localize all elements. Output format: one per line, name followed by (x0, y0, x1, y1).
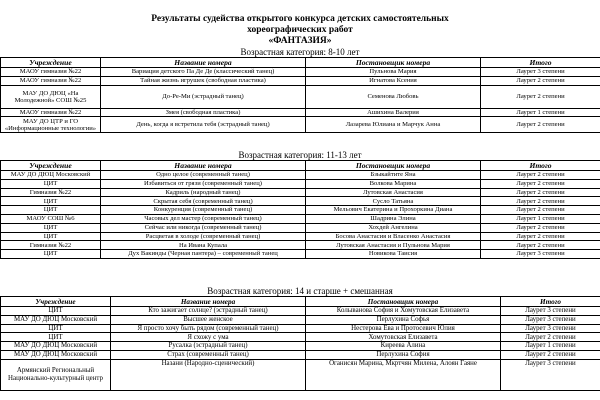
institution-cell: МАОУ СОШ №6 (1, 214, 101, 223)
table-row (1, 241, 600, 250)
institution-cell: ЦИТ (1, 206, 101, 215)
title-line-1: Результаты судейства открытого конкурса детских самостоятельных (151, 14, 449, 24)
number-name-cell: Змея (свободная пластика) (101, 108, 306, 117)
number-name-cell: Расцветая в холоде (современный танец) (101, 232, 306, 241)
number-name-cell: Скрытая себя (современный танец) (101, 197, 306, 206)
category-heading-11-13: Возрастная категория: 11-13 лет (238, 150, 362, 160)
choreographer-cell: Сусло Татьяна (306, 197, 481, 206)
header-choreographer: Постановщик номера (306, 161, 481, 171)
choreographer-cell: Перлухина София (306, 350, 501, 359)
results-table-14-plus (0, 296, 600, 391)
table-row (1, 206, 600, 215)
number-name-cell: Одно целое (современный танец) (101, 171, 306, 180)
institution-cell: МАУ ДО ДЮЦ Московский (1, 315, 111, 324)
table-row (1, 232, 600, 241)
table-row (1, 342, 600, 351)
choreographer-cell: Киреева Алина (306, 342, 501, 351)
result-cell: Лаурет 2 степени (501, 333, 600, 342)
institution-cell: МАУ ДО ДЮЦ Московский (1, 350, 111, 359)
header-institution: Учреждение (1, 297, 111, 307)
result-cell: Лаурет 3 степени (501, 359, 600, 390)
number-name-cell: Кадриль (народный танец) (101, 188, 306, 197)
header-institution: Учреждение (1, 58, 101, 68)
number-name-cell: Страх (современный танец) (111, 350, 306, 359)
result-cell: Лаурет 1 степени (481, 108, 600, 117)
institution-cell: ЦИТ (1, 179, 101, 188)
header-number-name: Название номера (101, 58, 306, 68)
result-cell: Лаурет 2 степени (481, 85, 600, 108)
institution-cell: ЦИТ (1, 307, 111, 316)
institution-cell: МАОУ гимназия №22 (1, 108, 101, 117)
choreographer-cell: Шадрина Элина (306, 214, 481, 223)
table-header-row (1, 58, 600, 68)
result-cell: Лаурет 1 степени (481, 214, 600, 223)
result-cell: Лаурет 2 степени (481, 171, 600, 180)
choreographer-cell: Хохдей Ангелина (306, 223, 481, 232)
table-header-row (1, 161, 600, 171)
choreographer-cell: Игнатова Ксения (306, 76, 481, 85)
table-row (1, 223, 600, 232)
number-name-cell: Дух Вакинды (Черная пантера) – современный танец (101, 250, 306, 259)
number-name-cell: Я схожу с ума (111, 333, 306, 342)
header-institution: Учреждение (1, 161, 101, 171)
result-cell: Лаурет 2 степени (481, 232, 600, 241)
header-number-name: Название номера (101, 161, 306, 171)
result-cell: Лаурет 2 степени (481, 206, 600, 215)
institution-cell: МАОУ гимназия №22 (1, 68, 101, 77)
table-row (1, 214, 600, 223)
result-cell: Лаурет 2 степени (481, 188, 600, 197)
choreographer-cell: Лутовская Анастасия и Пульнова Мария (306, 241, 481, 250)
table-row (1, 117, 600, 133)
header-result: Итого (501, 297, 600, 307)
number-name-cell: Высшее женское (111, 315, 306, 324)
table-row (1, 315, 600, 324)
table-row (1, 188, 600, 197)
number-name-cell: Избавиться от грязи (современный танец) (101, 179, 306, 188)
choreographer-cell: Колыванова София и Хомутовская Елизавета (306, 307, 501, 316)
institution-cell: ЦИТ (1, 250, 101, 259)
table-row (1, 76, 600, 85)
number-name-cell: Вариация детского Па Де Де (классический танец) (101, 68, 306, 77)
institution-cell: МАУ ДО ЦТР и ГО «Информационные технологии» (1, 117, 101, 133)
result-cell: Лаурет 3 степени (501, 315, 600, 324)
result-cell: Лаурет 3 степени (481, 250, 600, 259)
choreographer-cell: Бзыкайтите Яна (306, 171, 481, 180)
choreographer-cell: Мельович Екатерина и Прохоркина Диана (306, 206, 481, 215)
results-table-11-13 (0, 160, 600, 259)
result-cell: Лаурет 2 степени (481, 117, 600, 133)
number-name-cell: Назани (Народно-сценический) (111, 359, 306, 390)
result-cell: Лаурет 2 степени (501, 350, 600, 359)
institution-cell: Армянский Региональный Национально-культурный центр (1, 359, 111, 390)
number-name-cell: Я просто хочу быть рядом (современный танец) (111, 324, 306, 333)
choreographer-cell: Волкова Марина (306, 179, 481, 188)
result-cell: Лаурет 3 степени (501, 307, 600, 316)
result-cell: Лаурет 3 степени (501, 324, 600, 333)
table-row (1, 179, 600, 188)
header-result: Итого (481, 161, 600, 171)
institution-cell: МАУ ДО ДЮЦ Московский (1, 171, 101, 180)
header-number-name: Название номера (111, 297, 306, 307)
institution-cell: ЦИТ (1, 197, 101, 206)
choreographer-cell: Оганисян Марина, Мкртчян Милена, Алоян Гаяне (306, 359, 501, 390)
document-title (0, 14, 600, 47)
choreographer-cell: Лутовская Анастасия (306, 188, 481, 197)
number-name-cell: День, когда я встретила тебя (эстрадный танец) (101, 117, 306, 133)
result-cell: Лаурет 1 степени (501, 342, 600, 351)
result-cell: Лаурет 2 степени (481, 179, 600, 188)
institution-cell: МАОУ гимназия №22 (1, 76, 101, 85)
institution-cell: ЦИТ (1, 223, 101, 232)
header-choreographer: Постановщик номера (306, 58, 481, 68)
number-name-cell: На Ивана Купала (101, 241, 306, 250)
number-name-cell: Кто зажигает солнце? (эстрадный танец) (111, 307, 306, 316)
table-row (1, 85, 600, 108)
institution-cell: МАУ ДО ДЮЦ «На Молодежной» СОШ №25 (1, 85, 101, 108)
table-row (1, 171, 600, 180)
title-line-3: «ФАНТАЗИЯ» (268, 36, 332, 46)
number-name-cell: Сейчас или никогда (современный танец) (101, 223, 306, 232)
choreographer-cell: Новикова Таисия (306, 250, 481, 259)
choreographer-cell: Лазарева Юлиана и Марчук Анна (306, 117, 481, 133)
title-line-2: хореографических работ (247, 25, 353, 35)
choreographer-cell: Ашихина Валерия (306, 108, 481, 117)
number-name-cell: Тайная жизнь игрушек (свободная пластика) (101, 76, 306, 85)
table-row (1, 250, 600, 259)
choreographer-cell: Босова Анастасия и Власенко Анастасия (306, 232, 481, 241)
choreographer-cell: Перлухина Софья (306, 315, 501, 324)
table-row (1, 350, 600, 359)
table-row (1, 68, 600, 77)
institution-cell: ЦИТ (1, 333, 111, 342)
table-row (1, 324, 600, 333)
choreographer-cell: Семенова Любовь (306, 85, 481, 108)
result-cell: Лаурет 2 степени (481, 241, 600, 250)
choreographer-cell: Пульнова Мария (306, 68, 481, 77)
institution-cell: Гимназия №22 (1, 188, 101, 197)
table-header-row (1, 297, 600, 307)
table-row (1, 108, 600, 117)
institution-cell: ЦИТ (1, 232, 101, 241)
choreographer-cell: Хомутовская Елизавета (306, 333, 501, 342)
table-row (1, 359, 600, 390)
category-heading-8-10: Возрастная категория: 8-10 лет (240, 47, 360, 57)
table-row (1, 307, 600, 316)
institution-cell: Гимназия №22 (1, 241, 101, 250)
header-choreographer: Постановщик номера (306, 297, 501, 307)
number-name-cell: Конкуренция (современный танец) (101, 206, 306, 215)
header-result: Итого (481, 58, 600, 68)
number-name-cell: Часовых дел мастер (современный танец) (101, 214, 306, 223)
results-table-8-10 (0, 57, 600, 133)
result-cell: Лаурет 3 степени (481, 68, 600, 77)
result-cell: Лаурет 2 степени (481, 197, 600, 206)
table-row (1, 333, 600, 342)
category-heading-14-plus: Возрастная категория: 14 и старше + смешанная (207, 286, 393, 296)
table-row (1, 197, 600, 206)
number-name-cell: Русалка (эстрадный танец) (111, 342, 306, 351)
institution-cell: МАУ ДО ДЮЦ Московский (1, 342, 111, 351)
result-cell: Лаурет 2 степени (481, 76, 600, 85)
institution-cell: ЦИТ (1, 324, 111, 333)
number-name-cell: До-Ре-Ми (эстрадный танец) (101, 85, 306, 108)
choreographer-cell: Нестерова Ева и Протосевич Юлия (306, 324, 501, 333)
result-cell: Лаурет 2 степени (481, 223, 600, 232)
